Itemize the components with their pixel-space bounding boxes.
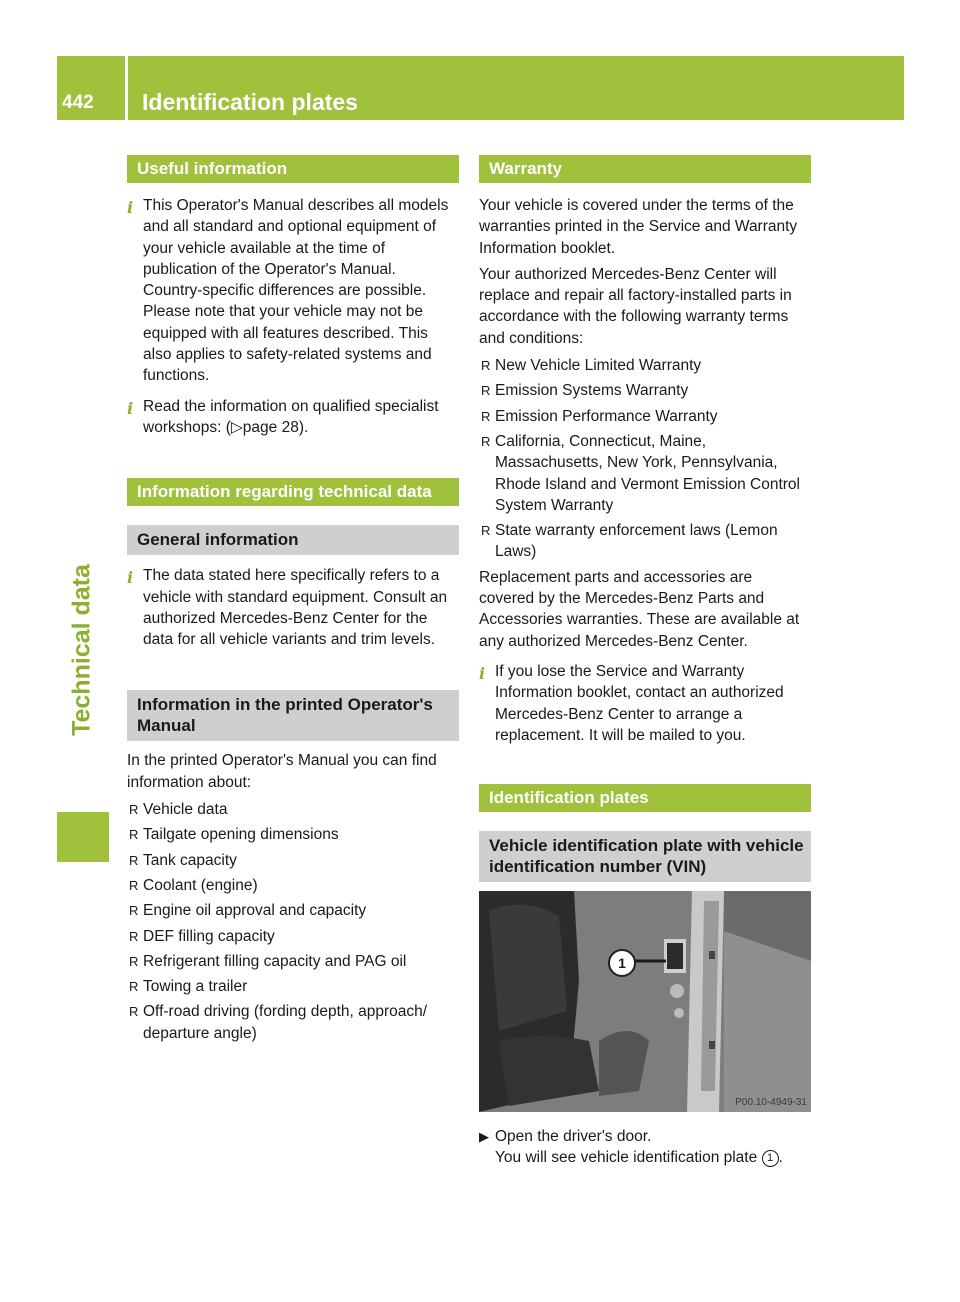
callout-marker: 1: [608, 949, 636, 977]
printed-manual-list: [127, 799, 459, 1044]
info-note-text: Read the information on qualified specialist workshops: (: [143, 397, 439, 436]
image-reference-code: P00.10-4949-31: [735, 1097, 807, 1109]
list-item: R Emission Performance Warranty: [479, 406, 811, 427]
page-reference-link[interactable]: page 28: [242, 418, 299, 436]
vin-plate-heading: Vehicle identification plate with vehicle identification number (VIN): [479, 831, 811, 882]
list-item: R Emission Systems Warranty: [479, 380, 811, 401]
left-column: [127, 155, 459, 1048]
warranty-list: [479, 355, 811, 563]
list-item: R Tank capacity: [127, 850, 459, 871]
warranty-paragraph: Replacement parts and accessories are covered by the Mercedes-Benz Parts and Accessories warranties. These are available at any authorized Mercedes-Benz Center.: [479, 568, 800, 650]
section-side-tab: Technical data: [67, 564, 96, 736]
list-item: R Towing a trailer: [127, 976, 459, 997]
list-item: R Tailgate opening dimensions: [127, 824, 459, 845]
list-item: R State warranty enforcement laws (Lemon Laws): [479, 520, 811, 563]
list-item: R New Vehicle Limited Warranty: [479, 355, 811, 376]
useful-information-heading: Useful information: [127, 155, 459, 183]
info-note: [127, 195, 459, 387]
step-text: Open the driver's door.: [495, 1128, 652, 1146]
info-note-text: This Operator's Manual describes all models and all standard and optional equipment of your vehicle available at the time of publication of the Operator's Manual. Country-specific differences are possible. Please note that your vehicle may not be equipped with all features described. This also applies to safety-related systems and functions.: [143, 197, 449, 385]
info-note-text: The data stated here specifically refers to a vehicle with standard equipment. Consult an authorized Mercedes-Benz Center for the data for all vehicle variants and trim levels.: [143, 567, 448, 649]
printed-manual-heading: Information in the printed Operator's Manual: [127, 690, 459, 741]
info-note: i Read the information on qualified specialist workshops: (▷page 28).: [127, 397, 439, 436]
warranty-paragraph: Your vehicle is covered under the terms of the warranties printed in the Service and Warranty Information booklet.: [479, 197, 798, 257]
right-column: [479, 155, 811, 1169]
list-item: R Coolant (engine): [127, 875, 459, 896]
page-ref-arrow-icon: ▷: [230, 418, 243, 436]
list-item: R DEF filling capacity: [127, 926, 459, 947]
callout-marker-inline: 1: [762, 1150, 779, 1167]
general-information-heading: General information: [127, 525, 459, 555]
section-side-marker: [57, 812, 109, 862]
info-icon: i: [127, 398, 134, 418]
list-item: R Engine oil approval and capacity: [127, 900, 459, 921]
identification-plates-heading: Identification plates: [479, 784, 811, 812]
list-item: R California, Connecticut, Maine, Massachusetts, New York, Pennsylvania, Rhode Island and Vermont Emission Control System Warranty: [479, 431, 811, 516]
instruction-step: [479, 1126, 811, 1147]
info-note: [127, 565, 459, 650]
list-item: R Refrigerant filling capacity and PAG oil: [127, 951, 459, 972]
step-arrow-icon: ▶: [479, 1129, 489, 1145]
vin-plate-photo: [479, 891, 811, 1112]
info-note-text: If you lose the Service and Warranty Information booklet, contact an authorized Mercedes-Benz Center to arrange a replacement. It will be mailed to you.: [495, 662, 784, 744]
page-number: 442: [62, 92, 94, 113]
info-icon: i: [127, 568, 134, 588]
technical-data-heading: Information regarding technical data: [127, 478, 459, 506]
warranty-paragraph: Your authorized Mercedes-Benz Center will replace and repair all factory-installed parts in accordance with the following warranty terms and conditions:: [479, 265, 792, 347]
list-item: R Vehicle data: [127, 799, 459, 820]
step-result: You will see vehicle identification plate 1 .: [495, 1149, 783, 1167]
printed-manual-intro: In the printed Operator's Manual you can find information about:: [127, 752, 437, 791]
info-icon: i: [127, 198, 134, 217]
car-door-illustration: [479, 891, 811, 1112]
page-title: Identification plates: [142, 89, 358, 115]
warranty-heading: Warranty: [479, 155, 811, 183]
info-icon: i: [479, 663, 486, 683]
info-note: [479, 661, 811, 746]
header-separator: [125, 56, 128, 120]
list-item: R Off-road driving (fording depth, approach/ departure angle): [127, 1001, 459, 1044]
